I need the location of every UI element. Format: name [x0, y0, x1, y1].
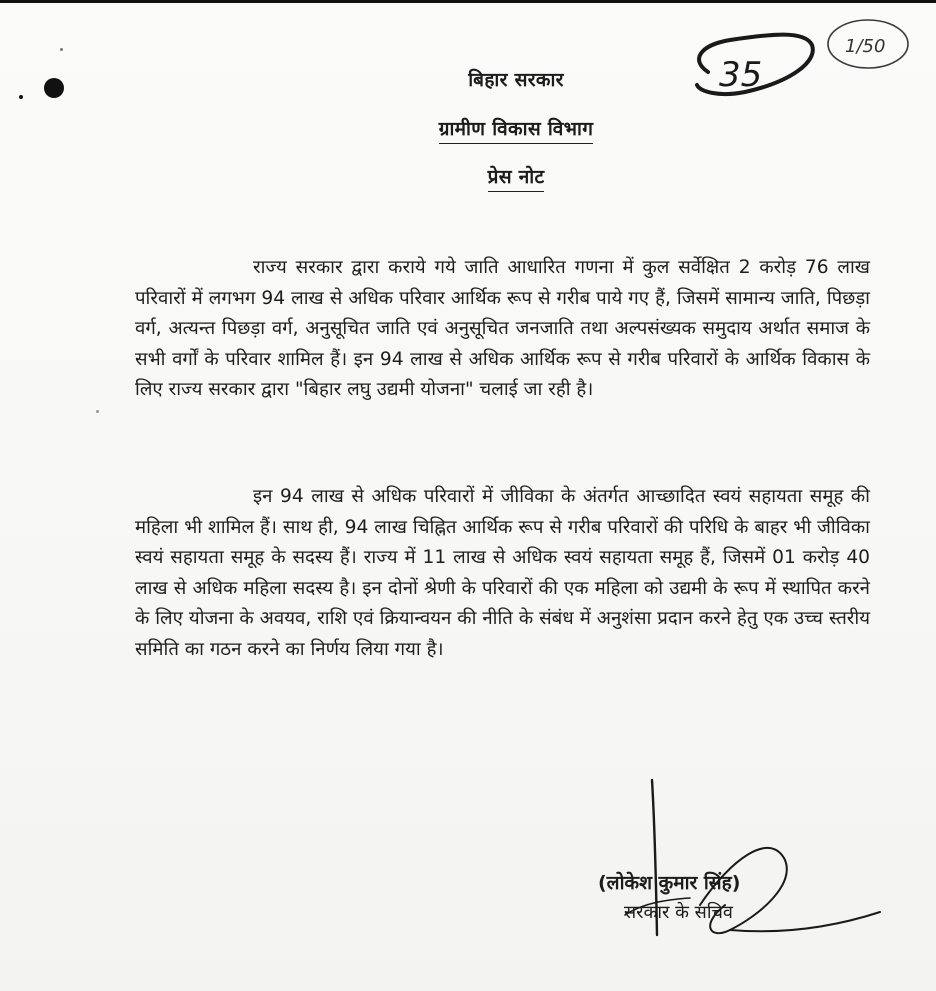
paragraph-1: राज्य सरकार द्वारा कराये गये जाति आधारित गणना में कुल सर्वेक्षित 2 करोड़ 76 लाख परिवारों में लगभग 94 लाख से अधिक परिवार आर्थिक रूप से गरीब पाये गए हैं, जिसमें सामान्य जाति, पिछड़ा वर्ग, अत्यन्त पिछड़ा वर्ग, अनुसूचित जाति एवं अनुसूचित जनजाति तथा अल्पसंख्यक समुदाय अर्थात समाज के सभी वर्गों के परिवार शामिल हैं। इन 94 लाख से अधिक आर्थिक रूप से गरीब परिवारों के आर्थिक विकास के लिए राज्य सरकार द्वारा "बिहार लघु उद्यमी योजना" चलाई जा रही है।: [135, 257, 870, 400]
department-title: ग्रामीण विकास विभाग: [48, 115, 936, 144]
signatory-designation: सरकार के सचिव: [624, 902, 733, 923]
speck: [60, 48, 63, 51]
government-title: बिहार सरकार: [468, 69, 564, 91]
speck: [96, 410, 99, 413]
signature-block: [598, 868, 828, 928]
paragraph-2: इन 94 लाख से अधिक परिवारों में जीविका के अंतर्गत आच्छादित स्वयं सहायता समूह की महिला भी शामिल हैं। साथ ही, 94 लाख चिह्नित आर्थिक रूप से गरीब परिवारों की परिधि के बाहर भी जीविका स्वयं सहायता समूह के सदस्य हैं। राज्य में 11 लाख से अधिक स्वयं सहायता समूह हैं, जिसमें 01 करोड़ 40 लाख से अधिक महिला सदस्य है। इन दोनों श्रेणी के परिवारों की एक महिला को उद्यमी के रूप में स्थापित करने के लिए योजना के अवयव, राशि एवं क्रियान्वयन की नीति के संबंध में अनुशंसा प्रदान करने हेतु एक उच्च स्तरीय समिति का गठन करने का निर्णय लिया गया है।: [135, 486, 870, 660]
page-number-text: 35: [719, 55, 763, 95]
press-note-title: प्रेस नोट: [48, 163, 936, 192]
signatory-name: (लोकेश कुमार सिंह): [598, 872, 741, 894]
circled-note-text: 1/50: [845, 36, 886, 57]
speck: [19, 95, 23, 99]
